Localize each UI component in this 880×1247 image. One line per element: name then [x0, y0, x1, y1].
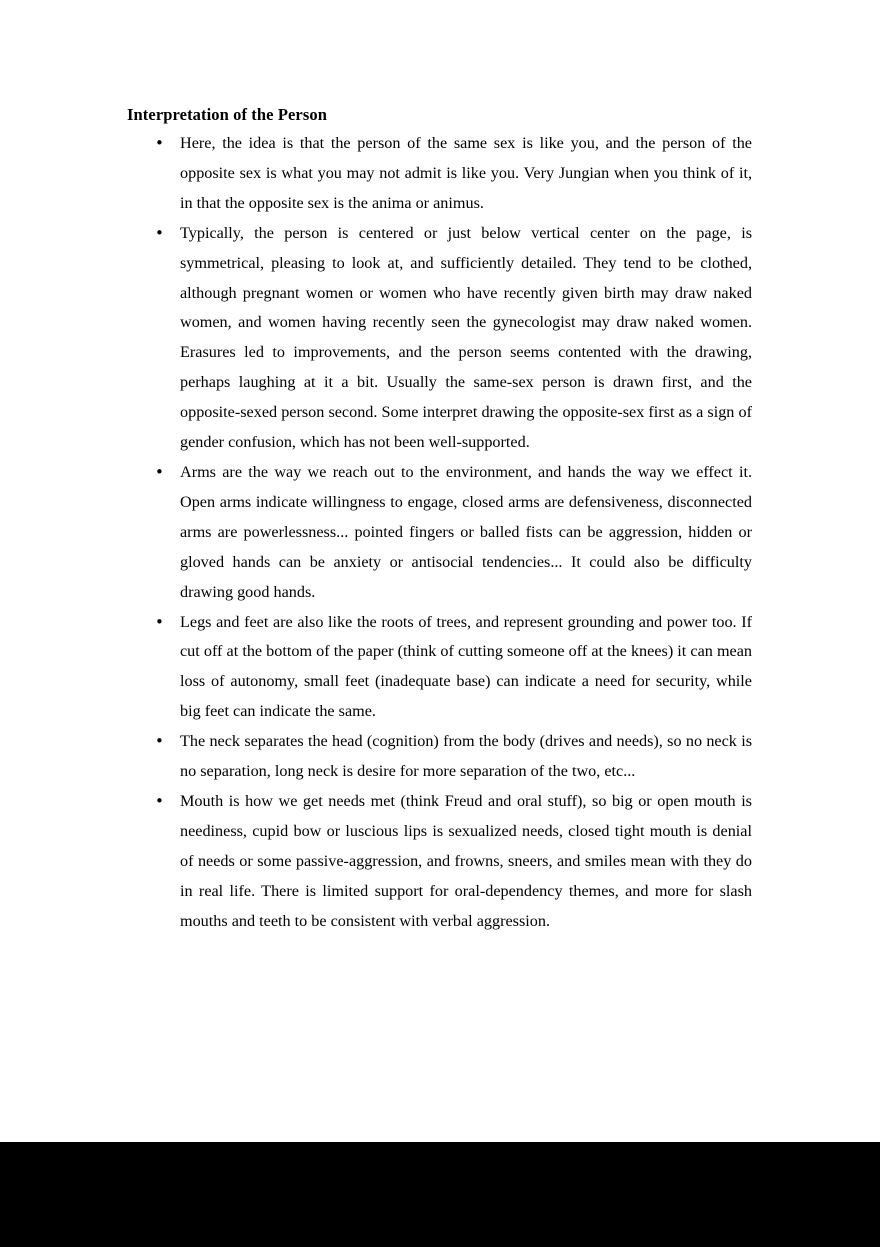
bullet-point-icon: • [155, 612, 164, 631]
list-item-text: Arms are the way we reach out to the environment, and hands the way we effect it. Open arms indicate willingness to engage, closed arms are defensiveness, disconnected arms are powerlessness... pointed fingers or balled fists can be aggression, hidden or gloved hands can be anxiety or antisocial tendencies... It could also be difficulty drawing good hands. [180, 462, 752, 601]
list-item-text: Typically, the person is centered or just below vertical center on the page, is symmetrical, pleasing to look at, and sufficiently detailed. They tend to be clothed, although pregnant women or women who have recently given birth may draw naked women, and women having recently seen the gynecologist may draw naked women. Erasures led to improvements, and the person seems contented with the drawing, perhaps laughing at it a bit. Usually the same-sex person is drawn first, and the opposite-sexed person second. Some interpret drawing the opposite-sex first as a sign of gender confusion, which has not been well-supported. [180, 223, 752, 452]
list-item [127, 219, 752, 458]
interpretation-bullet-list [127, 129, 752, 936]
bullet-point-icon: • [155, 462, 164, 481]
bullet-point-icon: • [155, 791, 164, 810]
list-item [127, 608, 752, 728]
bullet-point-icon: • [155, 134, 164, 152]
list-item [127, 458, 752, 608]
list-item-text: Legs and feet are also like the roots of trees, and represent grounding and power too. If cut off at the bottom of the paper (think of cutting someone off at the knees) it can mean loss of autonomy, small feet (inadequate base) can indicate a need for security, while big feet can indicate the same. [180, 612, 752, 721]
page-title: Interpretation of the Person [127, 105, 328, 124]
bullet-point-icon: • [155, 732, 164, 751]
list-item [127, 129, 752, 219]
list-item-text: The neck separates the head (cognition) from the body (drives and needs), so no neck is no separation, long neck is desire for more separation of the two, etc... [180, 732, 752, 781]
bullet-point-icon: • [155, 223, 164, 242]
list-item-text: Here, the idea is that the person of the same sex is like you, and the person of the opposite sex is what you may not admit is like you. Very Jungian when you think of it, in that the opposite sex is the anima or animus. [180, 134, 752, 212]
page-footer-bar [0, 1142, 880, 1247]
list-item [127, 727, 752, 787]
list-item [127, 787, 752, 937]
document-body [127, 104, 752, 936]
list-item-text: Mouth is how we get needs met (think Freud and oral stuff), so big or open mouth is neediness, cupid bow or luscious lips is sexualized needs, closed tight mouth is denial of needs or some passive-aggression, and frowns, sneers, and smiles mean with they do in real life. There is limited support for oral-dependency themes, and more for slash mouths and teeth to be consistent with verbal aggression. [180, 791, 752, 930]
